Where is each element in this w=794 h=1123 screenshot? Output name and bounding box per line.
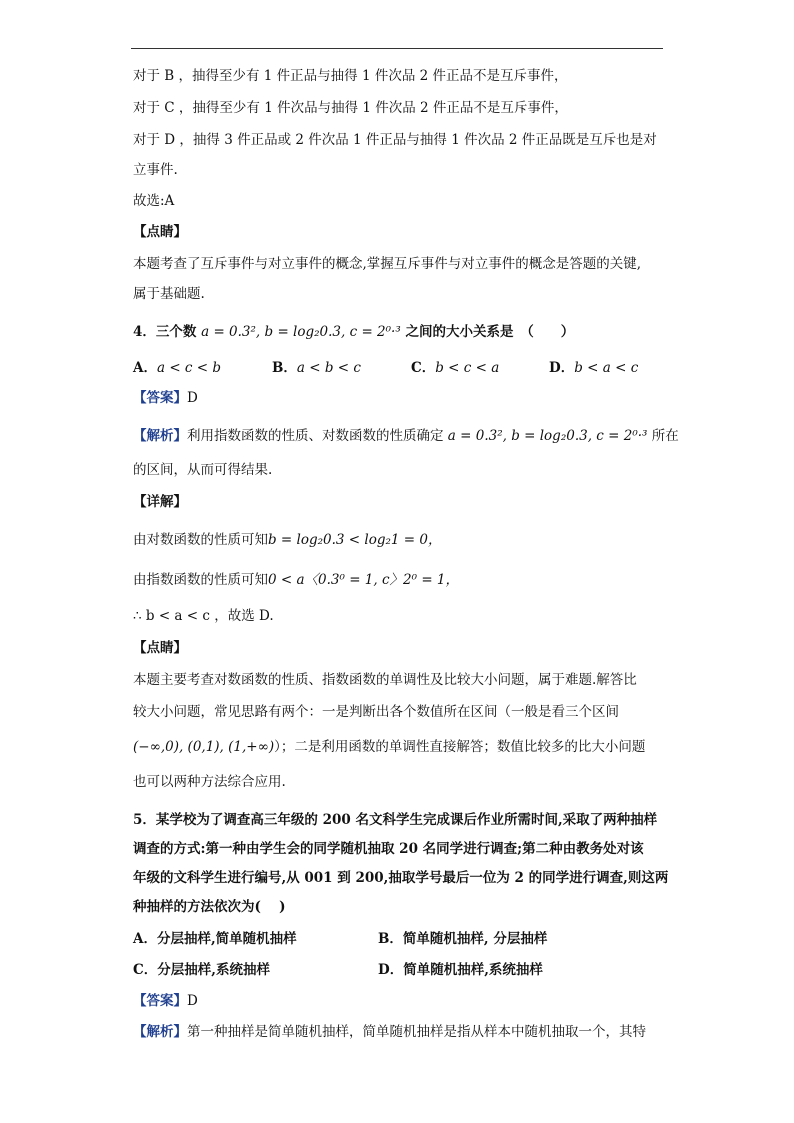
detail-label: 【详解】	[133, 494, 187, 510]
text-line: 对于 D ，抽得 3 件正品或 2 件次品 1 件正品与抽得 1 件次品 2 件正品既是互斥也是对	[133, 132, 657, 148]
detail-line-3: ∴ b < a < c ，故选 D.	[133, 608, 274, 624]
text-line: 本题考查了互斥事件与对立事件的概念,掌握互斥事件与对立事件的概念是答题的关键,	[133, 256, 642, 272]
q4-option-d: D．b < a < c	[549, 360, 639, 376]
text-line: 本题主要考查对数函数的性质、指数函数的单调性及比较大小问题，属于难题.解答比	[133, 672, 637, 688]
text-line: 也可以两种方法综合应用.	[133, 774, 286, 790]
text-line: 属于基础题.	[133, 286, 205, 302]
answer-line: 故选:A	[133, 193, 175, 209]
q4-analysis: 【解析】利用指数函数的性质、对数函数的性质确定 a = 0.3², b = log₂0.3, c = 2⁰·³ 所在	[133, 428, 679, 444]
q5-answer: 【答案】D	[133, 993, 198, 1009]
header-rule	[131, 48, 663, 49]
dianjing-label: 【点睛】	[133, 224, 187, 240]
q5-option-c: C．分层抽样,系统抽样	[133, 962, 270, 978]
dianjing-label: 【点睛】	[133, 640, 187, 656]
q4-option-c: C．b < c < a	[411, 360, 500, 376]
text-line: 的区间，从而可得结果.	[133, 462, 273, 478]
question-5-stem: 年级的文科学生进行编号,从 001 到 200,抽取学号最后一位为 2 的同学进行调查,则这两	[133, 870, 669, 886]
math-expression: a = 0.3², b = log₂0.3, c = 2⁰·³	[447, 428, 648, 444]
q5-option-d: D．简单随机抽样,系统抽样	[378, 962, 543, 978]
text-line: 较大小问题，常见思路有两个：一是判断出各个数值所在区间（一般是看三个区间	[133, 704, 619, 720]
text-line: 立事件.	[133, 162, 178, 178]
q5-option-a: A．分层抽样,简单随机抽样	[133, 931, 297, 947]
q4-option-a: A．a < c < b	[133, 360, 222, 376]
text-line: 对于 C ，抽得至少有 1 件次品与抽得 1 件次品 2 件正品不是互斥事件，	[133, 100, 568, 116]
q4-answer: 【答案】D	[133, 390, 198, 406]
math-expression: a = 0.3², b = log₂0.3, c = 2⁰·³	[201, 324, 401, 340]
q4-option-b: B．a < b < c	[272, 360, 361, 376]
question-5-stem: 5．某学校为了调查高三年级的 200 名文科学生完成课后作业所需时间,采取了两种抽样	[133, 812, 658, 828]
q5-analysis: 【解析】第一种抽样是简单随机抽样，简单随机抽样是指从样本中随机抽取一个，其特	[133, 1024, 646, 1040]
detail-line-2: 由指数函数的性质可知0 < a〈0.3⁰ = 1, c〉2⁰ = 1，	[133, 572, 460, 588]
text-line: (−∞,0), (0,1), (1,+∞)）；二是利用函数的单调性直接解答；数值比较多的比大小问题	[133, 739, 646, 755]
question-4-stem: 4．三个数 a = 0.3², b = log₂0.3, c = 2⁰·³ 之间的大小关系是 （ ）	[133, 324, 575, 340]
question-5-stem: 调查的方式:第一种由学生会的同学随机抽取 20 名同学进行调查;第二种由教务处对该	[133, 841, 644, 857]
q5-option-b: B．简单随机抽样, 分层抽样	[378, 931, 548, 947]
text-line: 对于 B ，抽得至少有 1 件正品与抽得 1 件次品 2 件正品不是互斥事件，	[133, 68, 568, 84]
question-5-stem: 种抽样的方法依次为( )	[133, 899, 286, 915]
detail-line-1: 由对数函数的性质可知b = log₂0.3 < log₂1 = 0，	[133, 532, 442, 548]
